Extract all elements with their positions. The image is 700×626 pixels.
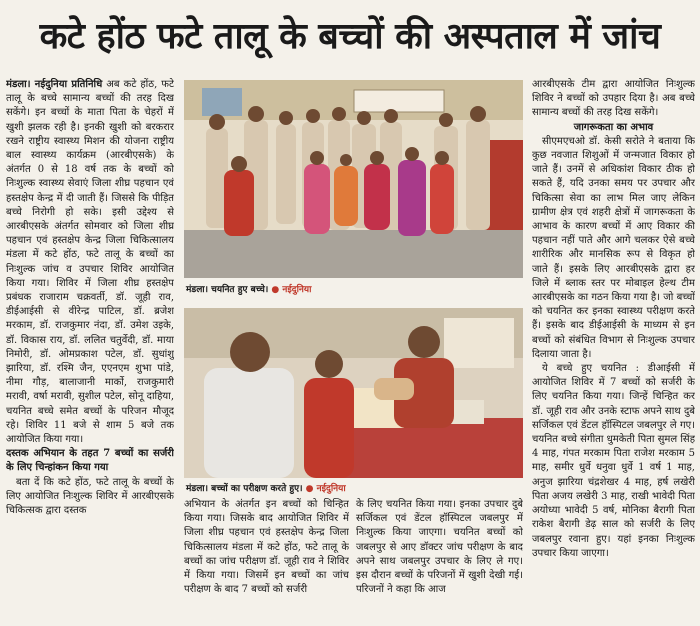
- paragraph: सीएमएचओ डॉ. केसी सरोते ने बताया कि कुछ नवजात शिशुओं में जन्मजात विकार हो जाते हैं। उनमें से अधिकांश विकार ठीक हो सकते हैं, यदि उनका समय पर उपचार और चिकित्सा सेवा का लाभ मिल जाए लेकिन ग्रामीण क्षेत्र एवं शहरी क्षेत्रों में जागरूकता के आभाव के कारण बच्चों में आए विकार की पहचान नहीं पाते और आगे चलकर ऐसे बच्चे शारीरिक और मानसिक रूप से विकृत हो जाते हैं। इसके लिए आरबीएसके द्वारा हर जिले में ब्लाक स्तर पर मोबाइल हेल्थ टीम आरबीएसके का गठन किया गया है। जो बच्चों को चयनित कर इनका स्वास्थ्य परीक्षण करते हैं। इसके बाद डीईआईसी के माध्यम से इन बच्चों को संबंधित विभाग से निःशुल्क उपचार दिलाया जाता है।: [532, 135, 695, 360]
- article-column-2: [184, 498, 349, 624]
- lead-paragraph: अब कटे होंठ, फटे तालू के बच्चे सामान्य बच्चों की तरह दिख सकेंगे। इन बच्चों के माता पिता के चेहरों में खुशी झलक रही है। इनकी खुशी को बरकरार रखने राष्ट्रीय स्वास्थ्य मिशन की योजना राष्ट्रीय बाल स्वास्थ्य कार्यक्रम (आरबीएसके) के अंतर्गत 0 से 18 वर्ष तक के बच्चों को निःशुल्क स्वास्थ्य सेवाएं जिला शीघ्र पहचान एवं हस्तक्षेप केन्द्र में दी जाती हैं। जिससे कि पीड़ित बच्चे निरोगी हो सके। इसी उद्देश्य से आरबीएसके अंतर्गत सोमवार को जिला शीघ्र पहचान एवं हस्तक्षेप केन्द्र जिला चिकित्सालय मंडला में कटे होंठ, फटे तालू के बच्चों का निःशुल्क जांच व उपचार शिविर आयोजित किया गया। शिविर में जिला शीघ्र हस्तक्षेप प्रबंधक राजाराम चक्रवर्ती, डॉ. जूही राव, डीईआईसी से वीरेन्द्र पाटिल, डॉ. ब्रजेश मरकाम, डॉ. राजकुमार नंदा, डॉ. उमेश उइके, डॉ. विकास राय, डॉ. ललित चतुर्वेदी, डॉ. माया निमोरी, डॉ. ओमप्रकाश पटेल, डॉ. सुधांशु झारिया, डॉ. रश्मि जैन, एएनएम शुभा पांडे, नीमा गौड़, बालाजानी मार्को, राजकुमारी मरावी, वर्षा मरावी, सुशील पटेल, सोनू दाहिया, चयनित बच्चे समेत बच्चों के परिजन मौजूद रहे। शिविर 11 बजे से शाम 5 बजे तक आयोजित किया गया।: [6, 79, 174, 446]
- photo-caption-2: मंडला। बच्चों का परीक्षण करते हुए। ● नईदुनिया: [186, 484, 346, 494]
- headline: कटे होंठ फटे तालू के बच्चों की अस्पताल में जांच: [39, 16, 661, 57]
- subheading-awareness: जागरूकता का अभाव: [573, 121, 654, 133]
- brand-mark: ● नईदुनिया: [305, 484, 346, 494]
- article-column-1: [6, 78, 174, 624]
- article-column-4: [532, 78, 695, 624]
- paragraph: अभियान के अंतर्गत इन बच्चों को चिन्हित किया गया। जिसके बाद आयोजित शिविर में जिला शीघ्र पहचान एवं हस्तक्षेप केन्द्र जिला चिकित्सालय मंडला में कटे होंठ, फटे तालू के बच्चों का जांच परीक्षण डॉ. जूही राव ने शिविर में किया गया। जिसमें इन बच्चों का जांच परीक्षण के बाद 7 बच्चों को सर्जरी: [184, 499, 349, 596]
- article-column-3: [356, 498, 523, 624]
- group-photo-illustration: [184, 80, 523, 278]
- paragraph-selected-children: ये बच्चे हुए चयनित : डीआईसी में आयोजित शिविर में 7 बच्चों को सर्जरी के लिए चयनित किया गया। जिन्हें चिन्हित कर डॉ. जूही राव और उनके स्टाफ अपने साथ दुबे सर्जिकल एवं डेंटल हॉस्पिटल जबलपुर ले गए। चयनित बच्चे संगीता धुमकेती पिता सुमल सिंह 4 माह, गंपत मरकाम पिता राजेश मरकाम 5 माह, समीर धुर्वे धनुवा धुर्वे 1 वर्ष 1 माह, अनुज झारिया चंद्रशेखर 4 माह, हर्ष लखेरी पिता अजय लखेरी 3 माह, राखी भावेदी पिता अयोध्या भावेदी 5 वर्ष, मोनिका बैरागी पिता राकेश बैरागी डेढ़ साल को सर्जरी के लिए जबलपुर रवाना हुए। यहां इनका निःशुल्क उपचार किया जाएगा।: [532, 363, 695, 559]
- paragraph: आरबीएसके टीम द्वारा आयोजित निःशुल्क शिविर ने बच्चों को उपहार दिया है। अब बच्चे सामान्य बच्चों की तरह दिख सकेंगे।: [532, 79, 695, 119]
- examination-photo-illustration: [184, 308, 523, 478]
- photo-caption-1: मंडला। चयनित हुए बच्चे। ● नईदुनिया: [186, 285, 312, 295]
- paragraph: बता दें कि कटे होंठ, फटे तालू के बच्चों के लिए आयोजित निःशुल्क शिविर में आरबीएसके चिकित्सक द्वारा दस्तक: [6, 476, 174, 517]
- group-photo: [184, 80, 523, 278]
- brand-mark: ● नईदुनिया: [271, 285, 312, 295]
- subheading-dastak: दस्तक अभियान के तहत 7 बच्चों का सर्जरी के लिए चिन्हांकन किया गया: [6, 448, 174, 474]
- examination-photo: [184, 308, 523, 478]
- dateline: मंडला। नईदुनिया प्रतिनिधि: [6, 79, 103, 90]
- paragraph: के लिए चयनित किया गया। इनका उपचार दुबे सर्जिकल एवं डेंटल हॉस्पिटल जबलपुर में निःशुल्क किया जाएगा। चयनित बच्चों को जबलपुर से आए डॉक्टर जांच परीक्षण के बाद अपने साथ जबलपुर उपचार के लिए ले गए। इस दौरान बच्चों के परिजनों में खुशी देखी गई। परिजनों ने कहा कि आज: [356, 499, 523, 596]
